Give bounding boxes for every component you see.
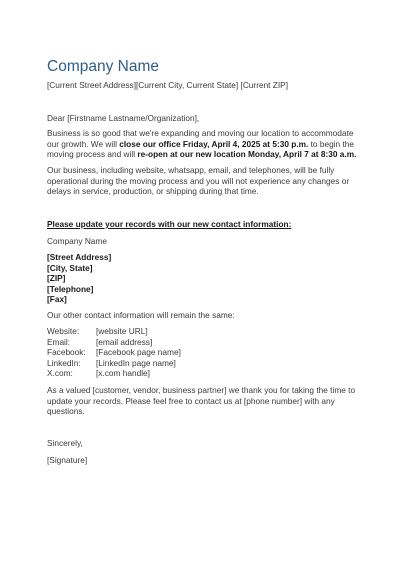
contact-row-email: [47, 337, 181, 348]
contact-label: Email:: [47, 336, 71, 347]
telephone: [Telephone]: [47, 283, 94, 294]
new-address-block: [47, 252, 111, 305]
paragraph-line: Business is so good that we're expanding and moving our location to accommodate: [47, 128, 354, 138]
contact-row-facebook: [47, 347, 181, 358]
contact-list: [47, 326, 181, 379]
contact-label: Facebook:: [47, 347, 86, 358]
other-contact-info-text: Our other contact information will remain the same:: [47, 310, 235, 320]
closing-paragraph: [47, 385, 357, 417]
reopen-date-emphasis: re-open at our new location Monday, April 7 at 8:30 a.m.: [137, 149, 357, 160]
contact-value: [x.com handle]: [96, 368, 150, 379]
contact-value: [LinkedIn page name]: [96, 357, 176, 368]
paragraph-text: moving process and will: [47, 149, 138, 160]
update-records-heading: Please update your records with our new contact information:: [47, 219, 292, 229]
paragraph-line: questions.: [47, 406, 85, 417]
zip-code: [ZIP]: [47, 273, 66, 284]
street-address: [Street Address]: [47, 252, 112, 262]
paragraph-line: delays in service, production, or shipping during that time.: [47, 186, 259, 197]
contact-value: [Facebook page name]: [96, 347, 181, 358]
new-company-name: Company Name: [47, 236, 107, 246]
signature-placeholder: [Signature]: [47, 455, 88, 465]
fax: [Fax]: [47, 294, 67, 305]
contact-value: [website URL]: [96, 326, 148, 336]
paragraph-text: to begin the: [308, 138, 354, 149]
paragraph-line: Our business, including website, whatsapp, email, and telephones, will be fully: [47, 165, 335, 175]
paragraph-line: operational during the moving process and you will not experience any changes or: [47, 175, 350, 186]
current-address-line: [Current Street Address][Current City, Current State] [Current ZIP]: [47, 80, 289, 90]
contact-row-linkedin: [47, 358, 181, 369]
contact-row-x: [47, 368, 181, 379]
sign-off: Sincerely,: [47, 438, 83, 448]
paragraph-text: our growth. We will: [47, 138, 120, 149]
city-state: [City, State]: [47, 262, 93, 273]
paragraph-line: As a valued [customer, vendor, business partner] we thank you for taking the time to: [47, 385, 356, 395]
company-name-heading: Company Name: [47, 58, 159, 75]
paragraph-line: [47, 149, 357, 160]
operations-paragraph: [47, 165, 357, 197]
contact-label: X.com:: [47, 368, 73, 379]
closing-date-emphasis: close our office Friday, April 4, 2025 at 5:30 p.m.: [119, 138, 309, 149]
contact-label: LinkedIn:: [47, 357, 81, 368]
contact-label: Website:: [47, 326, 80, 336]
greeting: Dear [Firstname Lastname/Organization],: [47, 113, 200, 123]
paragraph-line: [47, 139, 357, 150]
paragraph-line: update your records. Please feel free to contact us at [phone number] with any: [47, 395, 335, 406]
moving-announcement-paragraph: [47, 128, 357, 160]
contact-row-website: [47, 326, 181, 337]
contact-value: [email address]: [96, 336, 153, 347]
